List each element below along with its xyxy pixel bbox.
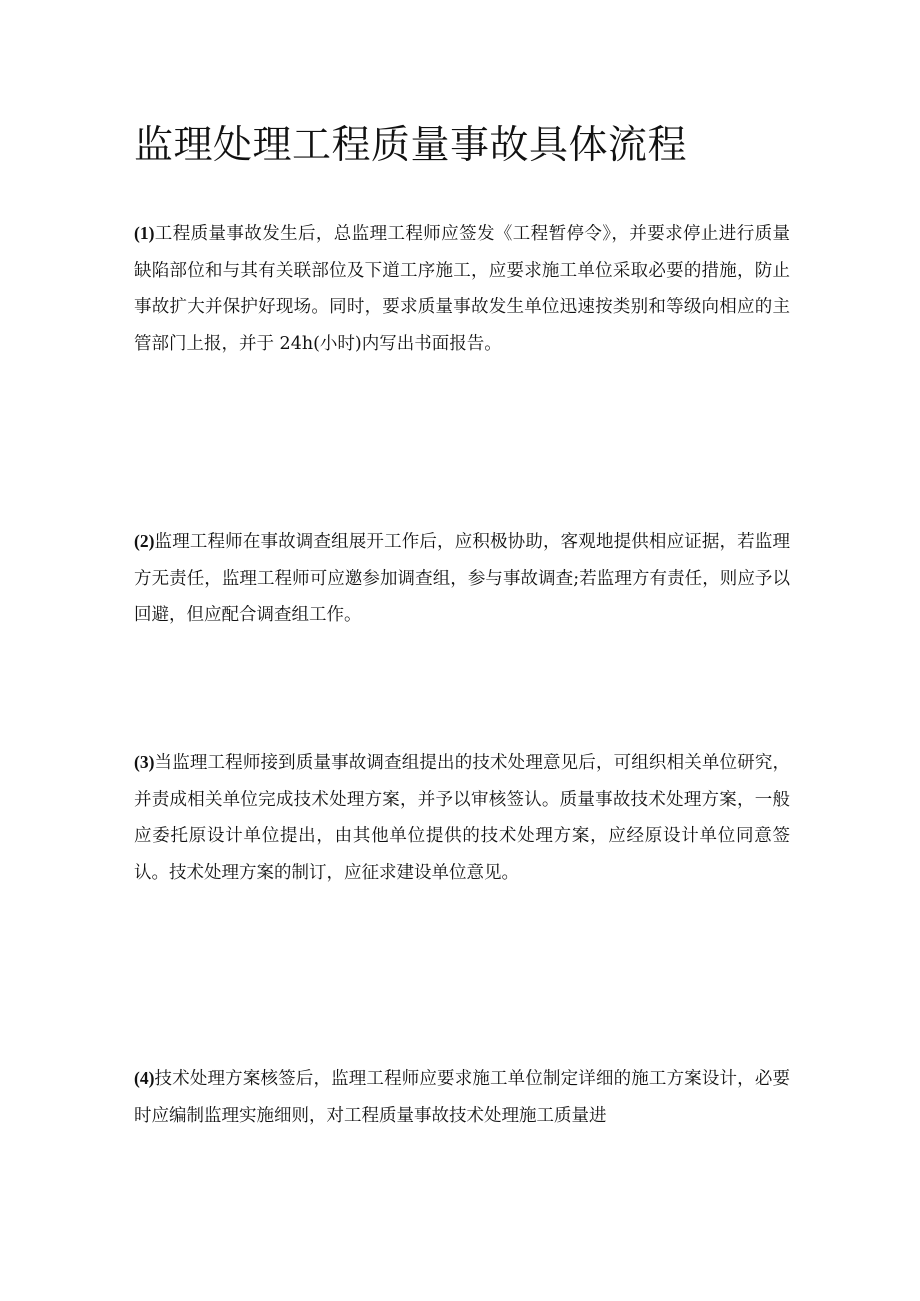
paragraph-text: 工程质量事故发生后，总监理工程师应签发《工程暂停令》，并要求停止进行质量缺陷部位和与其有关联部位及下道工序施工，应要求施工单位采取必要的措施，防止事故扩大并保护好现场。同时，要求质量事故发生单位迅速按类别和等级向相应的主管部门上报，并于 24h(小时)内写出书面报告。: [134, 224, 790, 354]
paragraph-4: [134, 1060, 790, 1134]
paragraph-number: (2): [134, 531, 155, 551]
paragraph-1: [134, 215, 790, 362]
paragraph-text: 当监理工程师接到质量事故调查组提出的技术处理意见后，可组织相关单位研究，并责成相关单位完成技术处理方案，并予以审核签认。质量事故技术处理方案，一般应委托原设计单位提出，由其他单位提供的技术处理方案，应经原设计单位同意签认。技术处理方案的制订，应征求建设单位意见。: [134, 753, 790, 883]
paragraph-3: [134, 744, 790, 891]
paragraph-number: (1): [134, 223, 155, 243]
paragraph-text: 技术处理方案核签后，监理工程师应要求施工单位制定详细的施工方案设计，必要时应编制监理实施细则，对工程质量事故技术处理施工质量进: [134, 1069, 790, 1126]
paragraph-number: (3): [134, 752, 155, 772]
page-title: 监理处理工程质量事故具体流程: [134, 123, 688, 168]
paragraph-number: (4): [134, 1068, 155, 1088]
paragraph-2: [134, 523, 790, 634]
paragraph-text: 监理工程师在事故调查组展开工作后，应积极协助，客观地提供相应证据，若监理方无责任，监理工程师可应邀参加调查组，参与事故调查;若监理方有责任，则应予以回避，但应配合调查组工作。: [134, 532, 790, 625]
